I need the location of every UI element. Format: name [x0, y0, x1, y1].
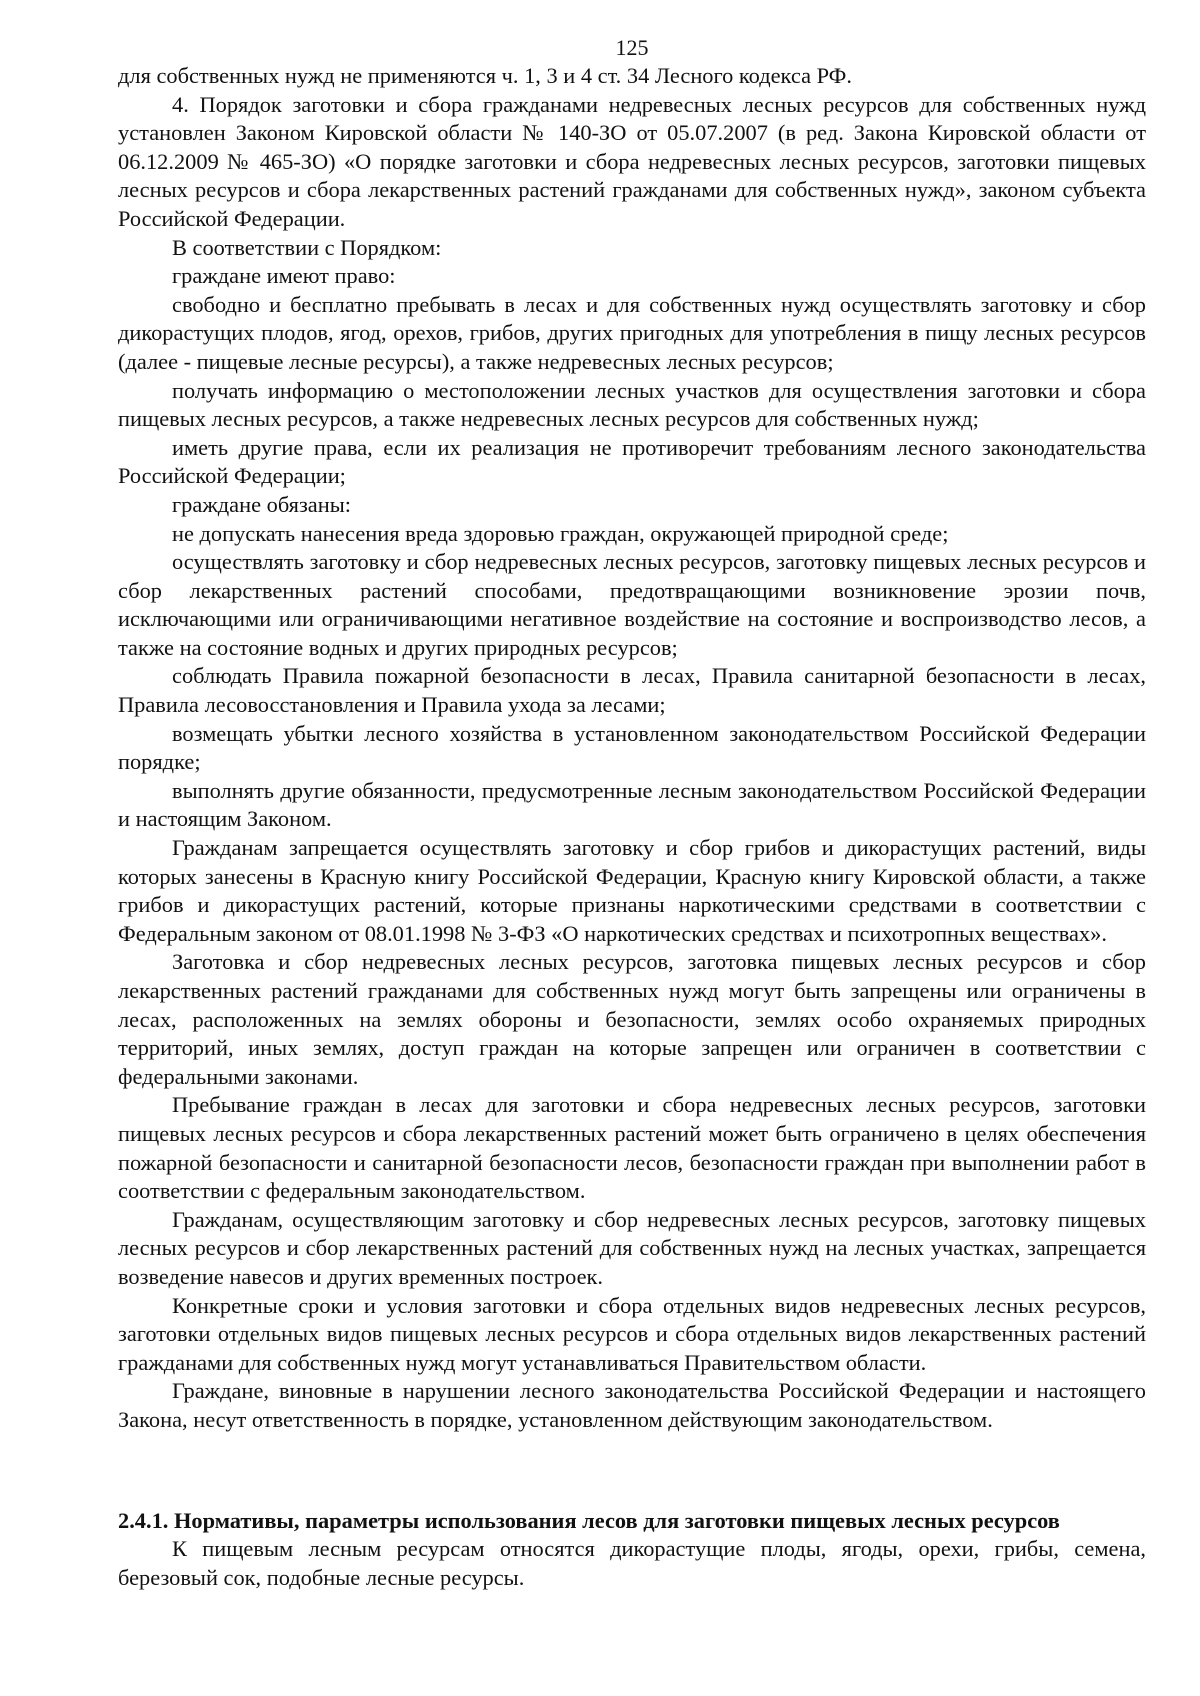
- paragraph: не допускать нанесения вреда здоровью граждан, окружающей природной среде;: [172, 520, 949, 546]
- paragraph: К пищевым лесным ресурсам относятся дикорастущие плоды, ягоды, орехи, грибы, семена, березовый сок, подобные лесные ресурсы.: [118, 1536, 1146, 1590]
- paragraph: для собственных нужд не применяются ч. 1, 3 и 4 ст. 34 Лесного кодекса РФ.: [118, 63, 852, 88]
- page-number: 125: [615, 35, 649, 60]
- paragraph: осуществлять заготовку и сбор недревесных лесных ресурсов, заготовку пищевых лесных ресурсов и сбор лекарственных растений способами, предотвращающими возникновение эрозии почв, исключающими или ограничивающими негативное воздействие на состояние и воспроизводство лесов, а также на состояние водных и других природных ресурсов;: [118, 549, 1146, 660]
- paragraph: возмещать убытки лесного хозяйства в установленном законодательством Российской Федерации порядке;: [118, 720, 1146, 775]
- paragraph: соблюдать Правила пожарной безопасности в лесах, Правила санитарной безопасности в лесах, Правила лесовосстановления и Правила ухода за лесами;: [118, 663, 1146, 718]
- paragraph: 4. Порядок заготовки и сбора гражданами недревесных лесных ресурсов для собственных нужд установлен Законом Кировской области № 140-ЗО от 05.07.2007 (в ред. Закона Кировской области от 06.12.2009 № 465-ЗО) «О порядке заготовки и сбора недревесных лесных ресурсов, заготовки пищевых лесных ресурсов и сбора лекарственных растений гражданами для собственных нужд», законом субъекта Российской Федерации.: [118, 91, 1146, 231]
- paragraph: Гражданам запрещается осуществлять заготовку и сбор грибов и дикорастущих растений, виды которых занесены в Красную книгу Российской Федерации, Красную книгу Кировской области, а также грибов и дикорастущих растений, которые признаны наркотическими средствами в соответствии с Федеральным законом от 08.01.1998 № 3-ФЗ «О наркотических средствах и психотропных веществах».: [118, 835, 1146, 946]
- paragraph: Конкретные сроки и условия заготовки и сбора отдельных видов недревесных лесных ресурсов, заготовки отдельных видов пищевых лесных ресурсов и сбора отдельных видов лекарственных растений гражданами для собственных нужд могут устанавливаться Правительством области.: [118, 1292, 1146, 1375]
- paragraph: граждане имеют право:: [172, 263, 396, 289]
- paragraph: В соответствии с Порядком:: [172, 234, 442, 260]
- paragraph: Граждане, виновные в нарушении лесного законодательства Российской Федерации и настоящего Закона, несут ответственность в порядке, установленном действующим законодательством.: [118, 1378, 1146, 1432]
- paragraph: Гражданам, осуществляющим заготовку и сбор недревесных лесных ресурсов, заготовку пищевых лесных ресурсов и сбор лекарственных растений для собственных нужд на лесных участках, запрещается возведение навесов и других временных построек.: [118, 1206, 1146, 1289]
- paragraph: выполнять другие обязанности, предусмотренные лесным законодательством Российской Федерации и настоящим Законом.: [118, 777, 1146, 832]
- paragraph: граждане обязаны:: [172, 491, 351, 517]
- paragraph: Пребывание граждан в лесах для заготовки и сбора недревесных лесных ресурсов, заготовки пищевых лесных ресурсов и сбора лекарственных растений может быть ограничено в целях обеспечения пожарной безопасности и санитарной безопасности лесов, безопасности граждан при выполнении работ в соответствии с федеральным законодательством.: [118, 1092, 1146, 1204]
- document-page: [118, 36, 1146, 1592]
- paragraph: свободно и бесплатно пребывать в лесах и для собственных нужд осуществлять заготовку и сбор дикорастущих плодов, ягод, орехов, грибов, других пригодных для употребления в пищу лесных ресурсов (далее - пищевые лесные ресурсы), а также недревесных лесных ресурсов;: [118, 291, 1146, 374]
- section-heading: 2.4.1. Нормативы, параметры использования лесов для заготовки пищевых лесных ресурсов: [118, 1507, 1060, 1533]
- paragraph: получать информацию о местоположении лесных участков для осуществления заготовки и сбора пищевых лесных ресурсов, а также недревесных лесных ресурсов для собственных нужд;: [118, 377, 1146, 432]
- body-text: [118, 62, 1146, 1435]
- paragraph: Заготовка и сбор недревесных лесных ресурсов, заготовка пищевых лесных ресурсов и сбор лекарственных растений гражданами для собственных нужд могут быть запрещены или ограничены в лесах, расположенных на землях обороны и безопасности, землях особо охраняемых природных территорий, иных землях, доступ граждан на которые запрещен или ограничен в соответствии с федеральными законами.: [118, 949, 1146, 1089]
- paragraph: иметь другие права, если их реализация не противоречит требованиям лесного законодательства Российской Федерации;: [118, 434, 1146, 489]
- section-text: [118, 1535, 1146, 1592]
